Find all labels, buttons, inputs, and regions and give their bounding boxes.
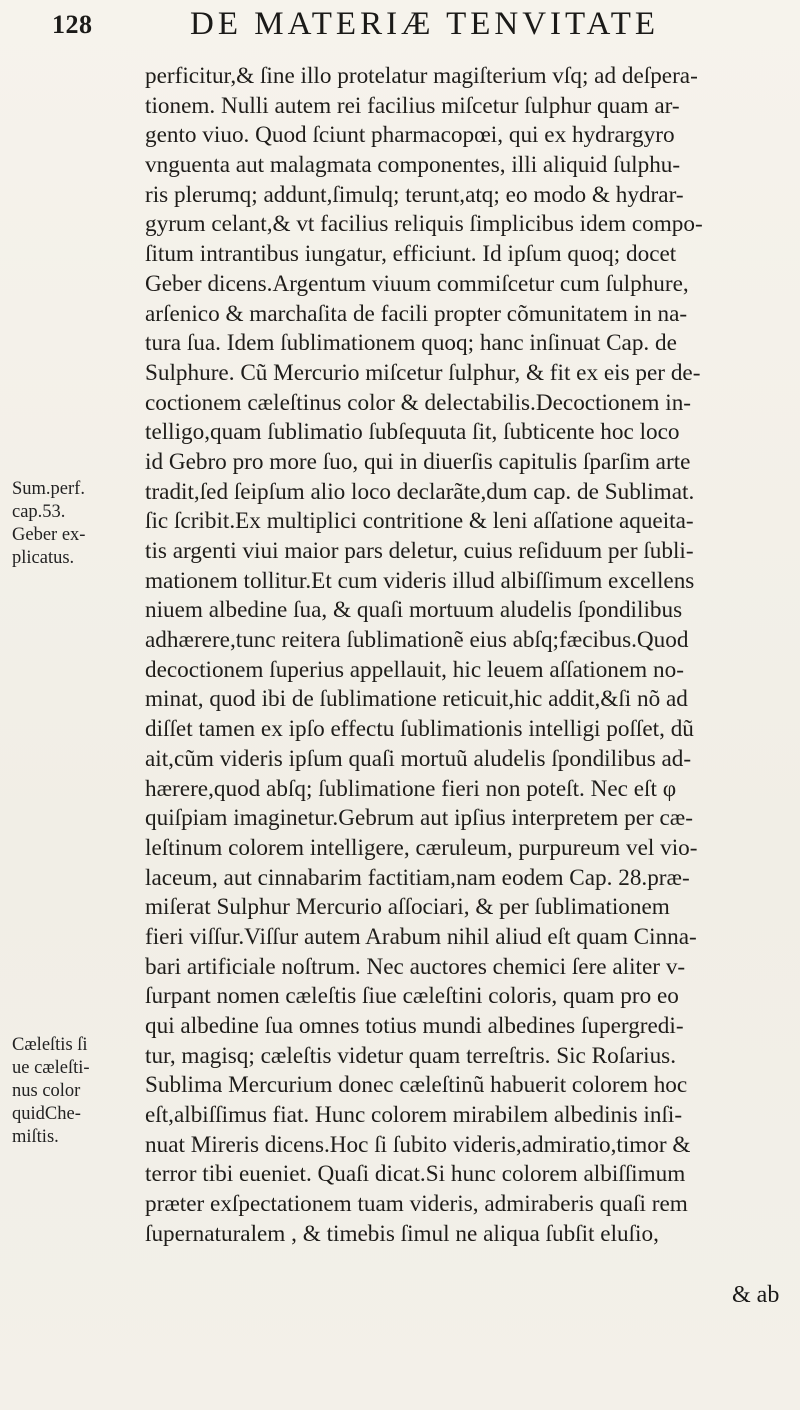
text-line: minat, quod ibi de ſublimatione reticuit,hic addit,&ſi nõ ad [145, 686, 688, 713]
text-line: nuat Mireris dicens.Hoc ſi ſubito videris,admiratio,timor & [145, 1131, 691, 1158]
catchword: & ab [732, 1282, 780, 1308]
text-line: ſic ſcribit.Ex multiplici contritione & leni aſſatione aqueita- [145, 508, 694, 535]
text-line: hærere,quod abſq; ſublimatione fieri non poteſt. Nec eſt φ [145, 775, 677, 802]
text-line: ait,cũm videris ipſum quaſi mortuũ aludelis ſpondilibus ad- [145, 745, 692, 772]
text-line: miſerat Sulphur Mercurio aſſociari, & per ſublimationem [145, 894, 670, 921]
text-line: terror tibi eueniet. Quaſi dicat.Si hunc colorem albiſſimum [145, 1161, 686, 1188]
text-line: leſtinum colorem intelligere, cæruleum, purpureum vel vio- [145, 834, 698, 861]
text-line: ris plerumq; addunt,ſimulq; terunt,atq; eo modo & hydrar- [145, 181, 684, 208]
text-line: quiſpiam imaginetur.Gebrum aut ipſius interpretem per cæ- [145, 805, 693, 832]
text-line: gento viuo. Quod ſciunt pharmacopœi, qui ex hydrargyro [145, 122, 675, 149]
text-line: eſt,albiſſimus fiat. Hunc colorem mirabilem albedinis inſi- [145, 1102, 683, 1129]
text-line: perficitur,& ſine illo protelatur magiſterium vſq; ad deſpera- [145, 63, 698, 89]
text-line: ſurpant nomen cæleſtis ſiue cæleſtini coloris, quam pro eo [145, 983, 679, 1010]
text-line: mationem tollitur.Et cum videris illud albiſſimum excellens [145, 567, 695, 594]
text-line: niuem albedine ſua, & quaſi mortuum aludelis ſpondilibus [145, 597, 683, 624]
text-line: vnguenta aut malagmata componentes, illi aliquid ſulphu- [145, 152, 681, 179]
text-line: tradit,ſed ſeipſum alio loco declarãte,dum cap. de Sublimat. [145, 478, 695, 505]
text-line: gyrum celant,& vt facilius reliquis ſimplicibus idem compo- [145, 211, 703, 238]
text-line: qui albedine ſua omnes totius mundi albedines ſupergredi- [145, 1013, 684, 1039]
text-line: fieri viſſur.Viſſur autem Arabum nihil aliud eſt quam Cinna- [145, 923, 697, 950]
text-line: decoctionem ſuperius appellauit, hic leuem aſſationem no- [145, 656, 684, 683]
text-line: arſenico & marchaſita de facili propter cõmunitatem in na- [145, 300, 688, 327]
page-number: 128 [52, 10, 93, 39]
text-line: bari artificiale noſtrum. Nec auctores chemici ſere aliter v- [145, 953, 686, 980]
margin-note-caelestis: Cæleſtis ſi ue cæleſti- nus color quidChe- miſtis. [12, 1035, 90, 1147]
text-line: diſſet tamen ex ipſo effectu ſublimationis intelligi poſſet, dũ [145, 716, 694, 743]
text-line: Sulphure. Cũ Mercurio miſcetur ſulphur, & fit ex eis per de- [145, 359, 701, 386]
text-line: laceum, aut cinnabarim factitiam,nam eodem Cap. 28.præ- [145, 864, 690, 891]
text-line: præter exſpectationem tuam videris, admiraberis quaſi rem [145, 1191, 688, 1218]
text-line: Sublima Mercurium donec cæleſtinũ habuerit colorem hoc [145, 1072, 688, 1099]
text-line: coctionem cæleſtinus color & delectabilis.Decoctionem in- [145, 389, 692, 416]
body-text [145, 62, 785, 1250]
text-line: tis argenti viui maior pars deletur, cuius reſiduum per ſubli- [145, 538, 694, 564]
text-line: ſupernaturalem , & timebis ſimul ne aliqua ſubſit eluſio, [145, 1220, 659, 1247]
text-line: tura ſua. Idem ſublimationem quoq; hanc inſinuat Cap. de [145, 330, 677, 357]
text-line: tur, magisq; cæleſtis videtur quam terreſtris. Sic Roſarius. [145, 1042, 677, 1069]
text-line: adhærere,tunc reitera ſublimationẽ eius abſq;fæcibus.Quod [145, 627, 689, 654]
running-title: DE MATERIÆ TENVITATE [190, 6, 660, 42]
text-line: telligo,quam ſublimatio ſubſequuta ſit, ſubticente hoc loco [145, 419, 680, 446]
text-line: Geber dicens.Argentum viuum commiſcetur cum ſulphure, [145, 270, 689, 297]
margin-note-summa: Sum.perf. cap.53. Geber ex- plicatus. [12, 479, 86, 568]
text-line: tionem. Nulli autem rei facilius miſcetur ſulphur quam ar- [145, 92, 680, 119]
text-line: id Gebro pro more ſuo, qui in diuerſis capitulis ſparſim arte [145, 448, 691, 475]
text-line: ſitum intrantibus iungatur, efficiunt. Id ipſum quoq; docet [145, 241, 677, 268]
